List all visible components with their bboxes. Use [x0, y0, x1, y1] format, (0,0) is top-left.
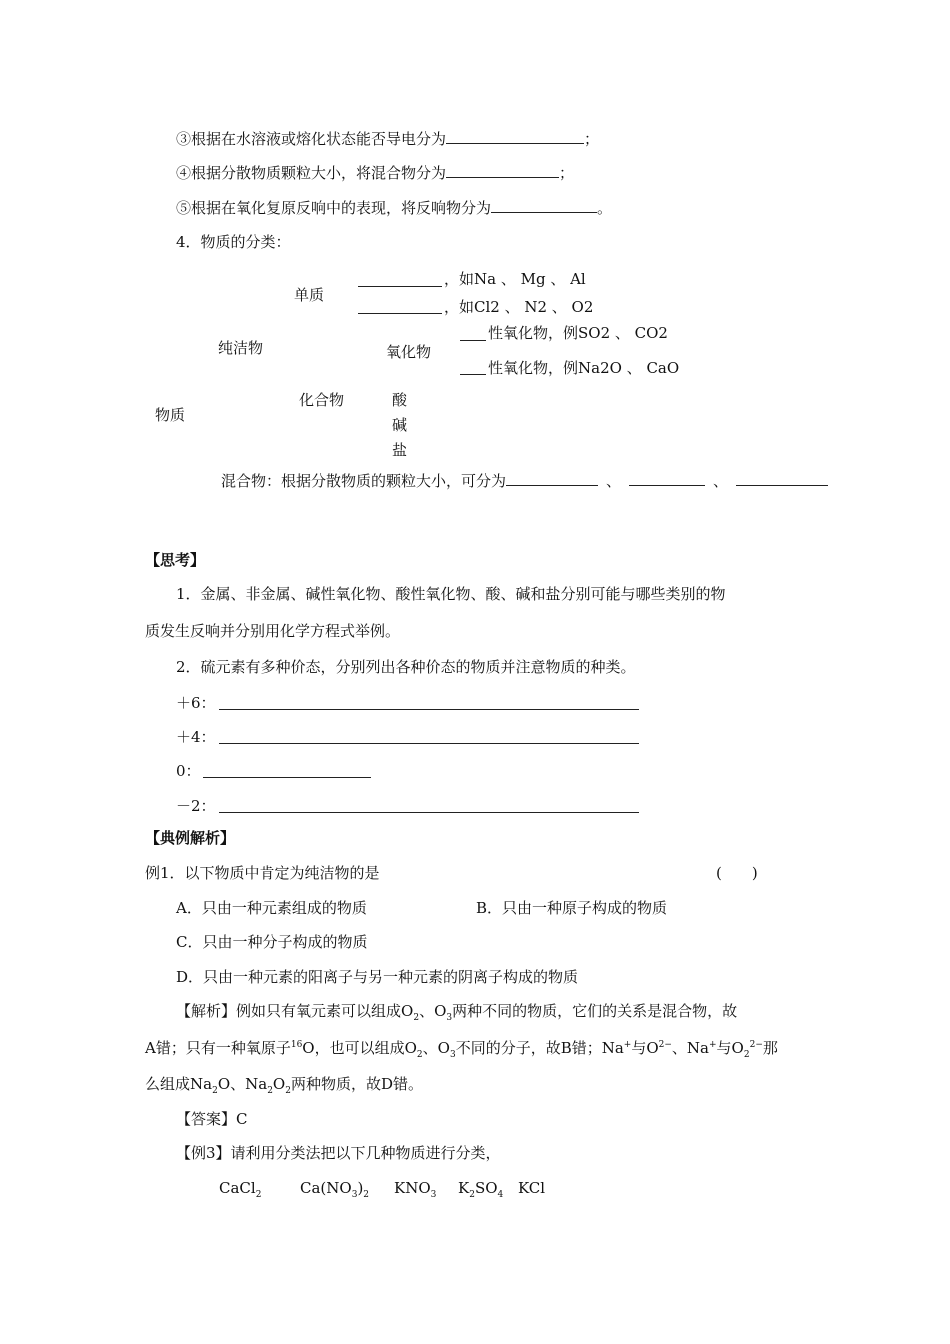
mixture-blank-1[interactable] — [506, 471, 598, 486]
example-1-paren: ( ) — [716, 864, 758, 882]
formula-kcl: KCl — [518, 1179, 546, 1197]
tree-acid: 酸 — [392, 391, 408, 409]
tree-compound: 化合物 — [299, 391, 345, 409]
question-text: ④根据分散物质颗粒大小，将混合物分为 — [176, 164, 447, 182]
acidic-oxide-example: 性氧化物，例SO2 、 CO2 — [488, 324, 668, 342]
section-4-title: 4．物质的分类： — [176, 233, 291, 251]
mixture-blank-2[interactable] — [629, 471, 705, 486]
think-q1-line2: 质发生反响并分别用化学方程式举例。 — [145, 622, 401, 640]
formula-k2so4: $K_2SO_4$ — [458, 1179, 504, 1200]
question-text: ⑤根据在氧化复原反响中的表现，将反响物分为 — [176, 199, 492, 217]
question-line-4: ④根据分散物质颗粒大小，将混合物分为 ； — [176, 164, 575, 182]
valence-minus2: －2： — [176, 797, 216, 815]
tree-elem: 单质 — [294, 286, 325, 304]
answer-blank[interactable] — [491, 198, 597, 213]
question-line-3: ③根据在水溶液或熔化状态能否导电分为 ； — [176, 130, 600, 148]
formula-kno3: $KNO_3$ — [394, 1179, 437, 1200]
valence-zero-blank[interactable] — [203, 777, 371, 778]
answer: 【答案】C — [176, 1110, 248, 1128]
tree-base: 碱 — [392, 416, 408, 434]
tree-root: 物质 — [155, 406, 186, 424]
basic-oxide-blank[interactable] — [460, 374, 486, 375]
option-b: B．只由一种原子构成的物质 — [476, 899, 668, 917]
formula-cacl2: CaCl$_2$ — [219, 1179, 262, 1200]
analysis-line-3: 么组成$Na_2O$、$Na_2O_2$两种物质，故D错。 — [145, 1075, 423, 1096]
valence-plus6: ＋6： — [176, 694, 216, 712]
example-3-question: 【例3】请利用分类法把以下几种物质进行分类， — [176, 1144, 501, 1162]
example-heading: 【典例解析】 — [145, 829, 236, 847]
think-q2: 2．硫元素有多种价态，分别列出各种价态的物质并注意物质的种类。 — [176, 658, 636, 676]
analysis-line-2: A错；只有一种氧原子$^{16}$O，也可以组成$O_2$、$O_3$不同的分子，故B错；Na+与$O^{2-}$、Na+与$O_2^{2-}$那 — [145, 1039, 778, 1060]
option-d: D．只由一种元素的阳离子与另一种元素的阴离子构成的物质 — [176, 968, 579, 986]
question-line-5: ⑤根据在氧化复原反响中的表现，将反响物分为 。 — [176, 199, 613, 217]
valence-plus4: ＋4： — [176, 728, 216, 746]
formula-cano32: $Ca(NO_3)_2$ — [300, 1179, 370, 1200]
tree-mixture: 混合物：根据分散物质的颗粒大小，可分为 、 、 — [221, 471, 828, 491]
valence-plus6-blank[interactable] — [219, 709, 639, 710]
tree-salt: 盐 — [392, 441, 408, 459]
valence-zero: 0： — [176, 762, 201, 780]
elem-nonmetal-example: ，如Cl2 、 N2 、 O2 — [444, 298, 594, 316]
analysis-line-1: 【解析】例如只有氧元素可以组成$O_2$、$O_3$两种不同的物质，它们的关系是混合物，故 — [176, 1002, 738, 1023]
valence-minus2-blank[interactable] — [219, 812, 639, 813]
analysis-label: 【解析】 — [176, 1002, 237, 1020]
option-c: C．只由一种分子构成的物质 — [176, 933, 368, 951]
option-a: A．只由一种元素组成的物质 — [176, 899, 367, 917]
example-1-question: 例1．以下物质中肯定为纯洁物的是 — [145, 864, 380, 882]
basic-oxide-example: 性氧化物，例Na2O 、 CaO — [488, 359, 680, 377]
answer-blank[interactable] — [446, 129, 584, 144]
tree-oxide: 氧化物 — [386, 343, 432, 361]
think-heading: 【思考】 — [145, 551, 206, 569]
answer-blank[interactable] — [446, 163, 559, 178]
think-q1-line1: 1．金属、非金属、碱性氧化物、酸性氧化物、酸、碱和盐分别可能与哪些类别的物 — [176, 585, 726, 603]
elem-metal-blank[interactable] — [358, 286, 442, 287]
elem-nonmetal-blank[interactable] — [358, 313, 442, 314]
elem-metal-example: ，如Na 、 Mg 、 Al — [444, 270, 586, 288]
mixture-blank-3[interactable] — [736, 471, 828, 486]
tree-pure: 纯洁物 — [218, 339, 264, 357]
question-text: ③根据在水溶液或熔化状态能否导电分为 — [176, 130, 447, 148]
valence-plus4-blank[interactable] — [219, 743, 639, 744]
acidic-oxide-blank[interactable] — [460, 340, 486, 341]
